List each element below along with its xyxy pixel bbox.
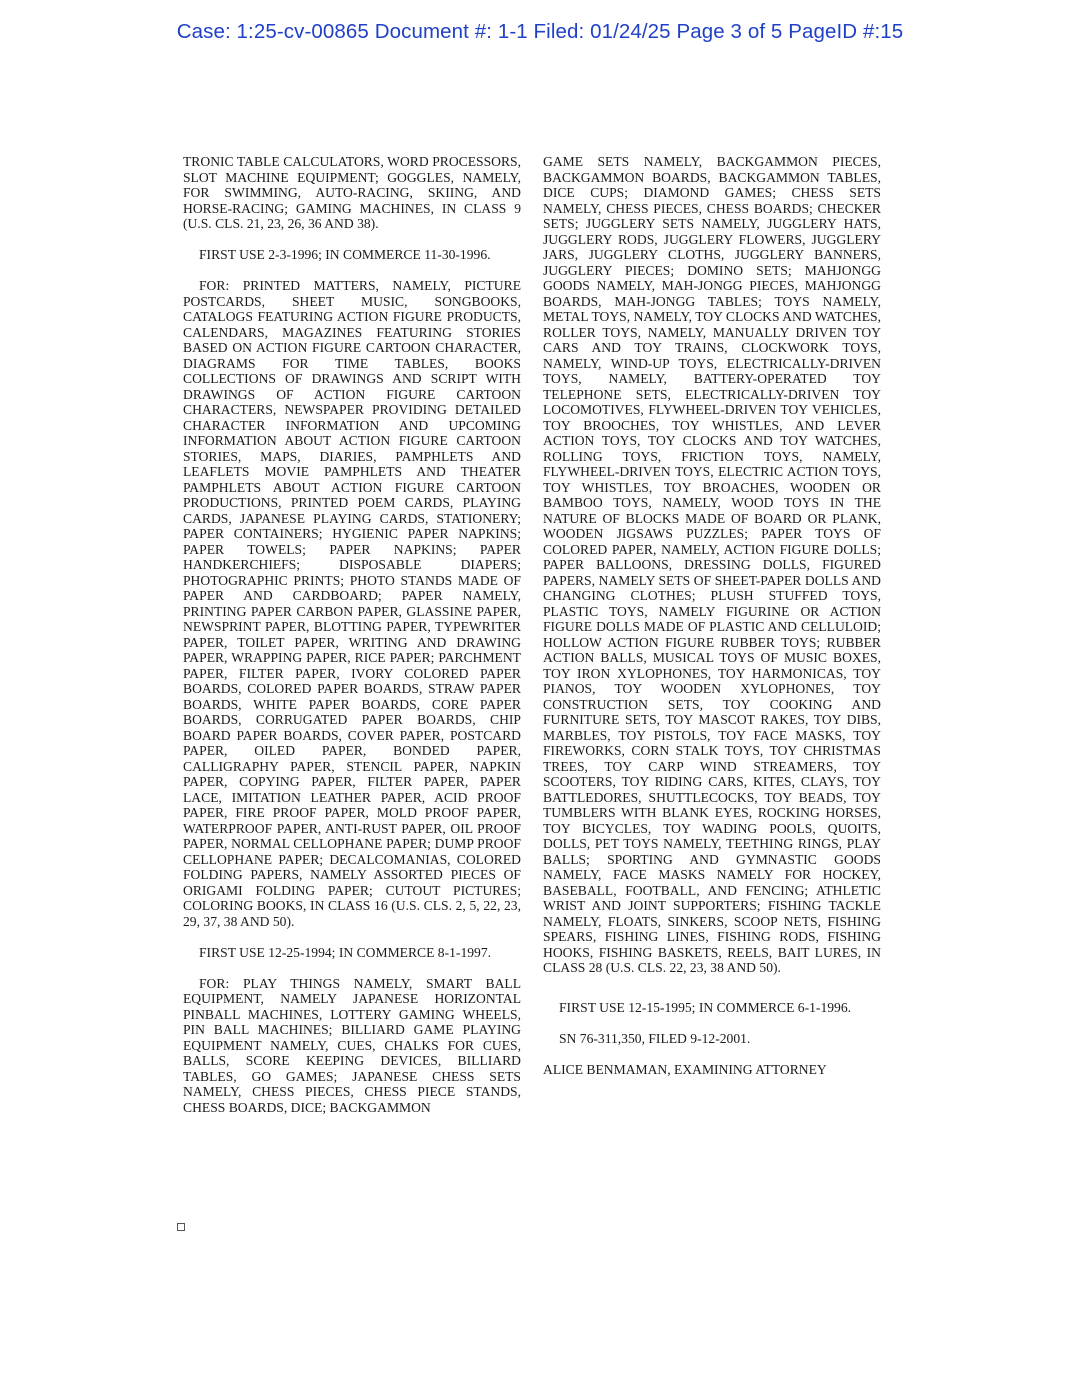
right-paragraph-game-sets: GAME SETS NAMELY, BACKGAMMON PIECES, BACKGAMMON BOARDS, BACKGAMMON TABLES, DICE CUPS; DIAMOND GAMES; CHESS SETS NAMELY, CHESS PIECES, CHESS BOARDS; CHECKER SETS; JUGGLERY SETS NAMELY, JUGGLERY HATS, JUGGLERY RODS, JUGGLERY FLOWERS, JUGGLERY JARS, JUGGLERY CLOTHS, JUGGLERY BANNERS, JUGGLERY PIECES; DOMINO SETS; MAHJONGG GOODS NAMELY, MAH-JONGG PIECES, MAHJONGG BOARDS, MAH-JONGG TABLES; TOYS NAMELY, METAL TOYS, NAMELY, TOY CLOCKS AND WATCHES, ROLLER TOYS, NAMELY, MANUALLY DRIVEN TOY CARS AND TOY TRAINS, CLOCKWORK TOYS, NAMELY, WIND-UP TOYS, ELECTRICALLY-DRIVEN TOYS, NAMELY, BATTERY-OPERATED TOY TELEPHONE SETS, ELECTRICALLY-DRIVEN TOY LOCOMOTIVES, FLYWHEEL-DRIVEN TOY VEHICLES, TOY BROOCHES, TOY WHISTLES, AND LEVER ACTION TOYS, TOY CLOCKS AND TOY WATCHES, ROLLING TOYS, FRICTION TOYS, NAMELY, FLYWHEEL-DRIVEN TOYS, ELECTRIC ACTION TOYS, TOY WHISTLES, TOY BROACHES, WOODEN OR BAMBOO TOYS, NAMELY, WOOD TOYS IN THE NATURE OF BLOCKS MADE OF BOARD OR PLANK, WOODEN JIGSAWS PUZZLES; PAPER TOYS OF COLORED PAPER, NAMELY, ACTION FIGURE DOLLS; PAPER BALLOONS, DRESSING DOLLS, FIGURED PAPERS, NAMELY SETS OF SHEET-PAPER DOLLS AND CHANGING CLOTHES; PLUSH STUFFED TOYS, PLASTIC TOYS, NAMELY FIGURINE OR ACTION FIGURE DOLLS MADE OF PLASTIC AND CELLULOID; HOLLOW ACTION FIGURE RUBBER TOYS; RUBBER ACTION BALLS, MUSICAL TOYS OF MUSIC BOXES, TOY IRON XYLOPHONES, TOY HARMONICAS, TOY PIANOS, TOY WOODEN XYLOPHONES, TOY CONSTRUCTION SETS, TOY COOKING AND FURNITURE SETS, TOY MASCOT RAKES, TOY DIBS, MARBLES, TOY PISTOLS, TOY FACE MASKS, TOY FIREWORKS, CORN STALK TOYS, TOY CHRISTMAS TREES, TOY CARP WIND STREAMERS, TOY SCOOTERS, TOY RIDING CARS, KITES, CLAYS, TOY BATTLEDORES, SHUTTLECOCKS, TOY BEADS, TOY TUMBLERS WITH BLANK EYES, ROCKING HORSES, TOY BICYCLES, TOY WADING POOLS, QUOITS, DOLLS, PET TOYS NAMELY, TEETHING RINGS, PLAY BALLS; SPORTING AND GYMNASTIC GOODS NAMELY, FACE MASKS NAMELY FOR HOCKEY, BASEBALL, FOOTBALL, AND FENCING; ATHLETIC WRIST AND JOINT SUPPORTERS; FISHING TACKLE NAMELY, FLOATS, SINKERS, SCOOP NETS, FISHING SPEARS, FISHING LINES, FISHING RODS, FISHING HOOKS, FISHING BASKETS, REELS, BAIT LURES, IN CLASS 28 (U.S. CLS. 22, 23, 38 AND 50). <box>543 154 881 975</box>
left-first-use-line: FIRST USE 2-3-1996; IN COMMERCE 11-30-1996. <box>199 247 491 262</box>
footnote-box-icon <box>177 1223 185 1231</box>
right-column <box>543 154 881 1093</box>
left-first-use-line-2: FIRST USE 12-25-1994; IN COMMERCE 8-1-1997. <box>199 944 492 960</box>
right-examining-attorney-line: ALICE BENMAMAN, EXAMINING ATTORNEY <box>543 1061 827 1077</box>
case-header: Case: 1:25-cv-00865 Document #: 1-1 Filed: 01/24/25 Page 3 of 5 PageID #:15 <box>176 20 904 43</box>
left-paragraph-printed-matters: FOR: PRINTED MATTERS, NAMELY, PICTURE POSTCARDS, SHEET MUSIC, SONGBOOKS, CATALOGS FEATURING ACTION FIGURE PRODUCTS, CALENDARS, MAGAZINES FEATURING STORIES BASED ON ACTION FIGURE CARTOON CHARACTER, DIAGRAMS FOR TIME TABLES, BOOKS COLLECTIONS OF DRAWINGS AND SCRIPT WITH DRAWINGS OF ACTION FIGURE CARTOON CHARACTERS, NEWSPAPER PROVIDING DETAILED CHARACTER INFORMATION AND UPCOMING INFORMATION ABOUT ACTION FIGURE CARTOON STORIES, MAPS, DIARIES, PAMPHLETS AND LEAFLETS MOVIE PAMPHLETS AND THEATER PAMPHLETS ABOUT ACTION FIGURE CARTOON PRODUCTIONS, PRINTED POEM CARDS, PLAYING CARDS, JAPANESE PLAYING CARDS, STATIONERY; PAPER CONTAINERS; HYGIENIC PAPER NAPKINS; PAPER TOWELS; PAPER NAPKINS; PAPER HANDKERCHIEFS; DISPOSABLE DIAPERS; PHOTOGRAPHIC PRINTS; PHOTO STANDS MADE OF PAPER AND CARDBOARD; PAPER NAMELY, PRINTING PAPER CARBON PAPER, GLASSINE PAPER, NEWSPRINT PAPER, BLOTTING PAPER, TYPEWRITER PAPER, TOILET PAPER, WRITING AND DRAWING PAPER, WRAPPING PAPER, RICE PAPER; PARCHMENT PAPER, FILTER PAPER, IVORY COLORED PAPER BOARDS, COLORED PAPER BOARDS, STRAW PAPER BOARDS, WHITE PAPER BOARDS, CORE PAPER BOARDS, CORRUGATED PAPER BOARDS, CHIP BOARD PAPER BOARDS, COVER PAPER, POSTCARD PAPER, OILED PAPER, BONDED PAPER, CALLIGRAPHY PAPER, STENCIL PAPER, NAPKIN PAPER, COPYING PAPER, FILTER PAPER, PAPER LACE, IMITATION LEATHER PAPER, ACID PROOF PAPER, FIRE PROOF PAPER, MOLD PROOF PAPER, WATERPROOF PAPER, ANTI-RUST PAPER, OIL PROOF PAPER, NORMAL CELLOPHANE PAPER; DUMP PROOF CELLOPHANE PAPER; DECALCOMANIAS, COLORED FOLDING PAPERS, NAMELY ASSORTED PIECES OF ORIGAMI FOLDING PAPER; CUTOUT PICTURES; COLORING BOOKS, IN CLASS 16 (U.S. CLS. 2, 5, 22, 23, 29, 37, 38 AND 50). <box>183 278 521 929</box>
right-first-use-line: FIRST USE 12-15-1995; IN COMMERCE 6-1-1996. <box>559 999 852 1015</box>
left-paragraph-play-things: FOR: PLAY THINGS NAMELY, SMART BALL EQUIPMENT, NAMELY JAPANESE HORIZONTAL PINBALL MACHINES, LOTTERY GAMING WHEELS, PIN BALL MACHINES; BILLIARD GAME PLAYING EQUIPMENT NAMELY, CUES, CHALKS FOR CUES, BALLS, SCORE KEEPING DEVICES, BILLIARD TABLES, GO GAMES; JAPANESE CHESS SETS NAMELY, CHESS PIECES, CHESS PIECE STANDS, CHESS BOARDS, DICE; BACKGAMMON <box>183 975 521 1115</box>
left-paragraph-continued: TRONIC TABLE CALCULATORS, WORD PROCESSORS, SLOT MACHINE EQUIPMENT; GOGGLES, NAMELY, FOR SWIMMING, AUTO-RACING, SKIING, AND HORSE-RACING; GAMING MACHINES, IN CLASS 9 (U.S. CLS. 21, 23, 26, 36 AND 38). <box>183 154 521 231</box>
right-serial-number-line: SN 76-311,350, FILED 9-12-2001. <box>559 1030 751 1046</box>
left-column <box>183 154 521 1131</box>
